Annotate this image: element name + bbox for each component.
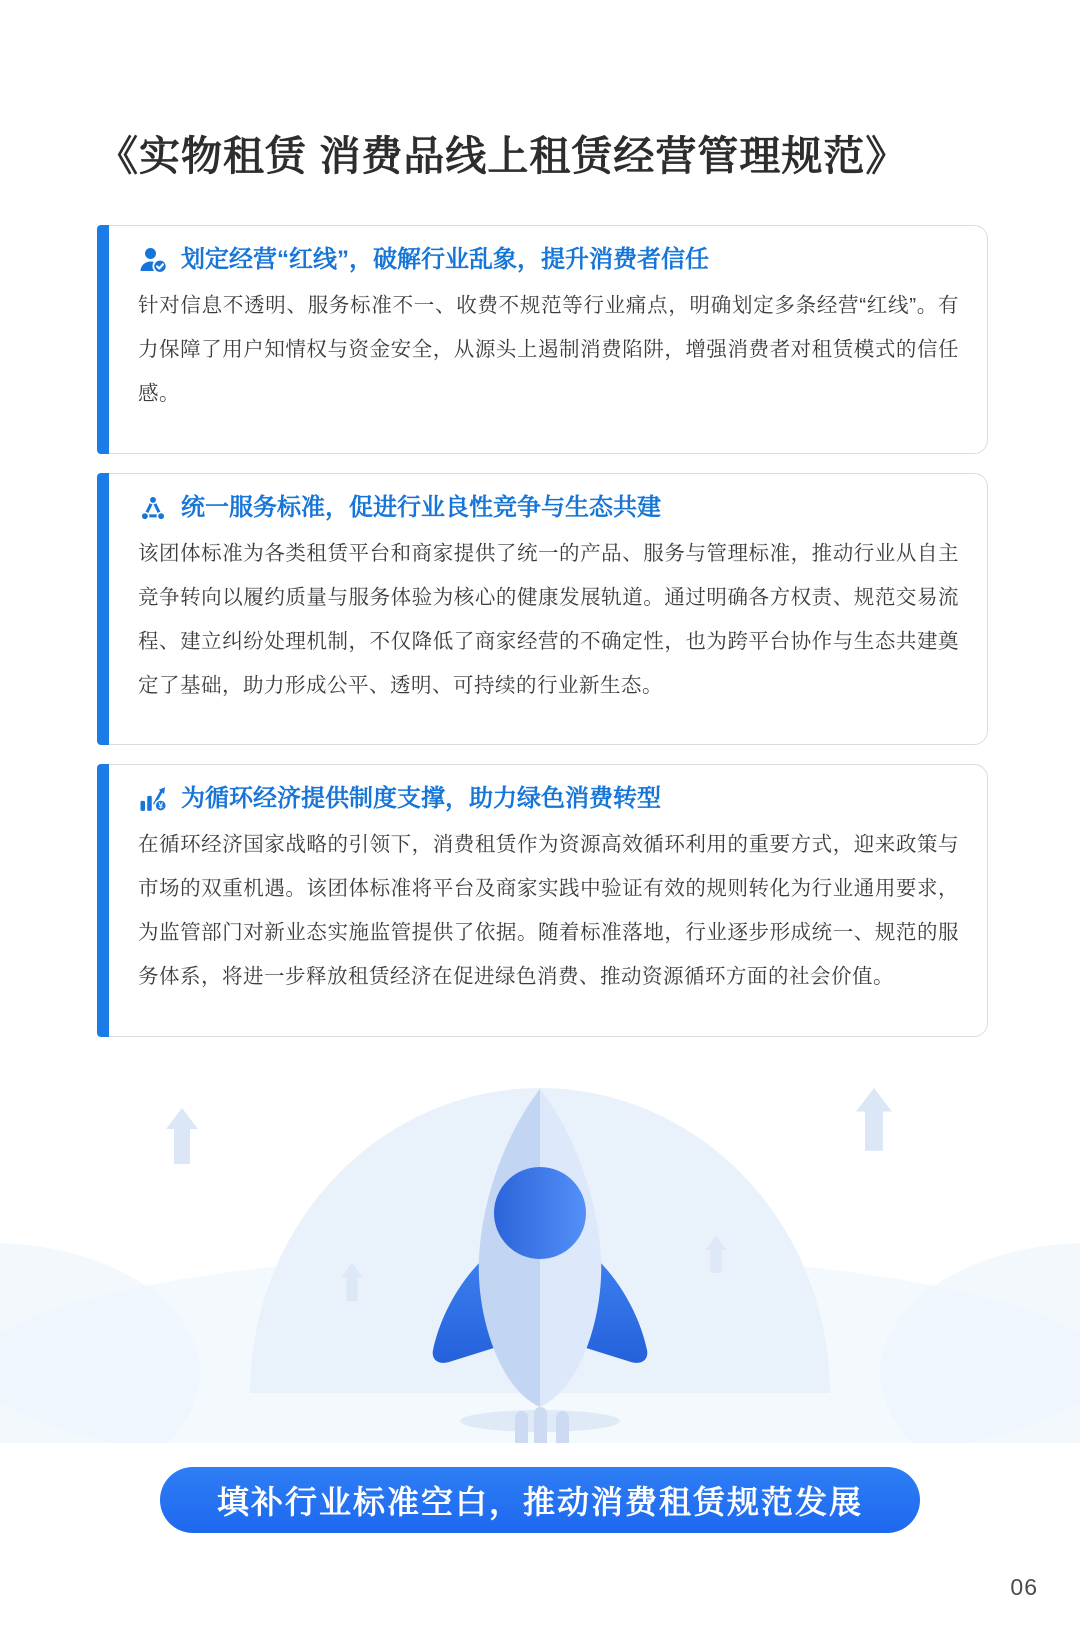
card-heading [138, 492, 959, 524]
card-red-lines [97, 225, 988, 454]
rocket-launch-illustration [0, 1053, 1080, 1443]
card-circular-economy [97, 764, 988, 1037]
growth-chart-icon [138, 784, 168, 814]
rocket-illustration-svg [0, 1053, 1080, 1443]
card-heading [138, 783, 959, 815]
card-heading [138, 244, 959, 276]
card-list [0, 225, 1080, 1037]
card-heading-text: 为循环经济提供制度支撑，助力绿色消费转型 [181, 785, 661, 813]
card-body-text: 该团体标准为各类租赁平台和商家提供了统一的产品、服务与管理标准，推动行业从自主竞争转向以履约质量与服务体验为核心的健康发展轨道。通过明确各方权责、规范交易流程、建立纠纷处理机制，不仅降低了商家经营的不确定性，也为跨平台协作与生态共建奠定了基础，助力形成公平、透明、可持续的行业新生态。 [138, 541, 959, 697]
card-body-text: 在循环经济国家战略的引领下，消费租赁作为资源高效循环利用的重要方式，迎来政策与市场的双重机遇。该团体标准将平台及商家实践中验证有效的规则转化为行业通用要求，为监管部门对新业态实施监管提供了依据。随着标准落地，行业逐步形成统一、规范的服务体系，将进一步释放租赁经济在促进绿色消费、推动资源循环方面的社会价值。 [138, 833, 959, 989]
bottom-banner [160, 1467, 920, 1533]
card-body-text: 针对信息不透明、服务标准不一、收费不规范等行业痛点，明确划定多条经营“红线”。有力保障了用户知情权与资金安全，从源头上遏制消费陷阱，增强消费者对租赁模式的信任感。 [138, 294, 959, 406]
card-heading-text: 统一服务标准，促进行业良性竞争与生态共建 [181, 493, 661, 521]
user-check-icon [138, 245, 168, 275]
banner-text: 填补行业标准空白，推动消费租赁规范发展 [216, 1484, 863, 1520]
page-title: 《实物租赁 消费品线上租赁经营管理规范》 [97, 133, 908, 179]
card-heading-text: 划定经营“红线”，破解行业乱象，提升消费者信任 [181, 246, 709, 274]
svg-text:¥: ¥ [158, 800, 164, 811]
page-number: 06 [1010, 1574, 1038, 1600]
network-nodes-icon [138, 493, 168, 523]
card-unified-standards [97, 473, 988, 746]
